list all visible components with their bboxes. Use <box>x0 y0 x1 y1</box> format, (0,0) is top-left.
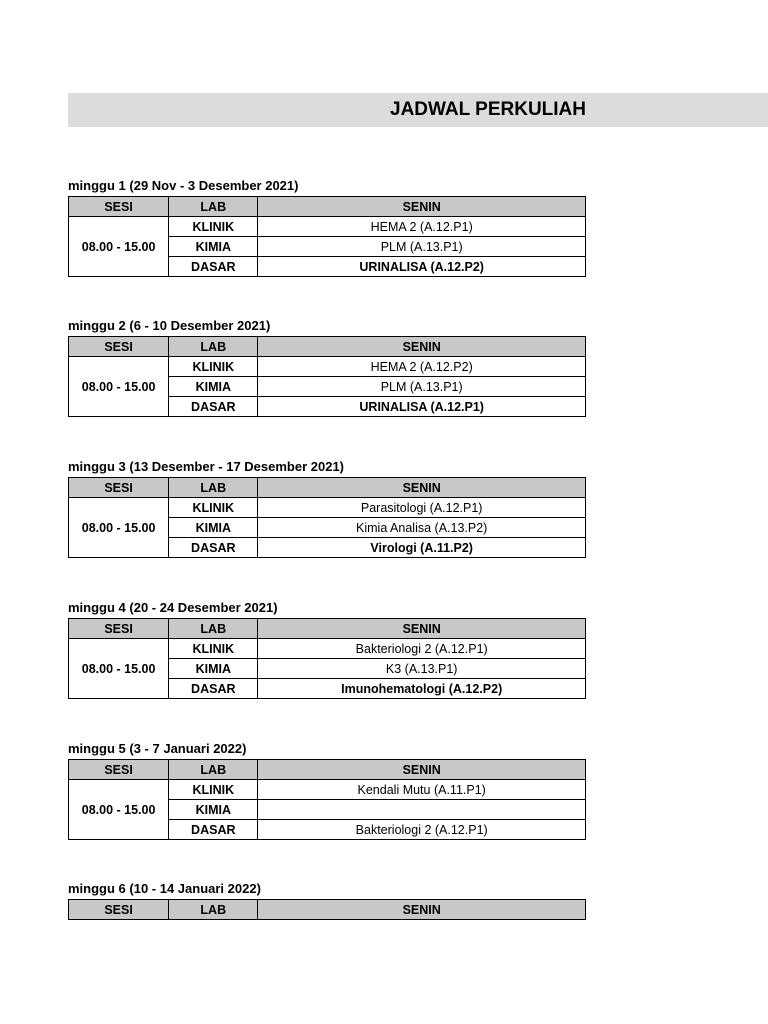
course-cell: HEMA 2 (A.12.P1) <box>258 217 586 237</box>
header-sesi: SESI <box>69 197 169 217</box>
week-block-6 <box>68 880 586 920</box>
week-label: minggu 4 (20 - 24 Desember 2021) <box>68 600 278 615</box>
course-cell <box>258 800 586 820</box>
header-senin: SENIN <box>258 619 586 639</box>
course-cell: Bakteriologi 2 (A.12.P1) <box>258 639 586 659</box>
schedule-table <box>68 477 586 558</box>
table-header-row <box>69 900 586 920</box>
header-sesi: SESI <box>69 478 169 498</box>
lab-name: KLINIK <box>169 498 258 518</box>
header-lab: LAB <box>169 900 258 920</box>
table-row <box>69 498 586 518</box>
lab-name: DASAR <box>169 820 258 840</box>
table-row <box>69 357 586 377</box>
session-time: 08.00 - 15.00 <box>69 498 169 558</box>
header-lab: LAB <box>169 760 258 780</box>
header-sesi: SESI <box>69 337 169 357</box>
week-block-3 <box>68 458 586 558</box>
week-label: minggu 3 (13 Desember - 17 Desember 2021) <box>68 459 345 474</box>
header-senin: SENIN <box>258 337 586 357</box>
course-cell: URINALISA (A.12.P1) <box>258 397 586 417</box>
week-block-5 <box>68 740 586 840</box>
course-cell: URINALISA (A.12.P2) <box>258 257 586 277</box>
header-lab: LAB <box>169 619 258 639</box>
lab-name: KIMIA <box>169 237 258 257</box>
lab-name: KLINIK <box>169 639 258 659</box>
table-row <box>69 217 586 237</box>
page-title: JADWAL PERKULIAH <box>390 99 586 120</box>
header-lab: LAB <box>169 478 258 498</box>
course-cell: Kendali Mutu (A.11.P1) <box>258 780 586 800</box>
header-senin: SENIN <box>258 900 586 920</box>
session-time: 08.00 - 15.00 <box>69 357 169 417</box>
table-row <box>69 780 586 800</box>
header-senin: SENIN <box>258 478 586 498</box>
header-sesi: SESI <box>69 760 169 780</box>
course-cell: K3 (A.13.P1) <box>258 659 586 679</box>
course-cell: HEMA 2 (A.12.P2) <box>258 357 586 377</box>
course-cell: Bakteriologi 2 (A.12.P1) <box>258 820 586 840</box>
week-label: minggu 5 (3 - 7 Januari 2022) <box>68 741 247 756</box>
week-block-4 <box>68 599 586 699</box>
title-bar <box>68 93 768 127</box>
lab-name: KIMIA <box>169 800 258 820</box>
header-sesi: SESI <box>69 900 169 920</box>
lab-name: DASAR <box>169 397 258 417</box>
header-senin: SENIN <box>258 197 586 217</box>
header-sesi: SESI <box>69 619 169 639</box>
lab-name: KLINIK <box>169 217 258 237</box>
schedule-table <box>68 759 586 840</box>
lab-name: DASAR <box>169 679 258 699</box>
course-cell: PLM (A.13.P1) <box>258 377 586 397</box>
table-header-row <box>69 197 586 217</box>
week-block-2 <box>68 317 586 417</box>
lab-name: DASAR <box>169 538 258 558</box>
week-label: minggu 2 (6 - 10 Desember 2021) <box>68 318 271 333</box>
header-lab: LAB <box>169 197 258 217</box>
lab-name: DASAR <box>169 257 258 277</box>
table-header-row <box>69 337 586 357</box>
session-time: 08.00 - 15.00 <box>69 639 169 699</box>
week-label: minggu 1 (29 Nov - 3 Desember 2021) <box>68 178 299 193</box>
lab-name: KLINIK <box>169 357 258 377</box>
schedule-table <box>68 899 586 920</box>
table-header-row <box>69 619 586 639</box>
schedule-table <box>68 336 586 417</box>
course-cell: PLM (A.13.P1) <box>258 237 586 257</box>
session-time: 08.00 - 15.00 <box>69 217 169 277</box>
course-cell: Kimia Analisa (A.13.P2) <box>258 518 586 538</box>
schedule-table <box>68 196 586 277</box>
schedule-table <box>68 618 586 699</box>
table-header-row <box>69 478 586 498</box>
table-row <box>69 639 586 659</box>
course-cell: Parasitologi (A.12.P1) <box>258 498 586 518</box>
session-time: 08.00 - 15.00 <box>69 780 169 840</box>
lab-name: KIMIA <box>169 659 258 679</box>
week-label: minggu 6 (10 - 14 Januari 2022) <box>68 881 261 896</box>
header-lab: LAB <box>169 337 258 357</box>
course-cell: Imunohematologi (A.12.P2) <box>258 679 586 699</box>
table-header-row <box>69 760 586 780</box>
lab-name: KLINIK <box>169 780 258 800</box>
header-senin: SENIN <box>258 760 586 780</box>
course-cell: Virologi (A.11.P2) <box>258 538 586 558</box>
lab-name: KIMIA <box>169 377 258 397</box>
lab-name: KIMIA <box>169 518 258 538</box>
week-block-1 <box>68 177 586 277</box>
